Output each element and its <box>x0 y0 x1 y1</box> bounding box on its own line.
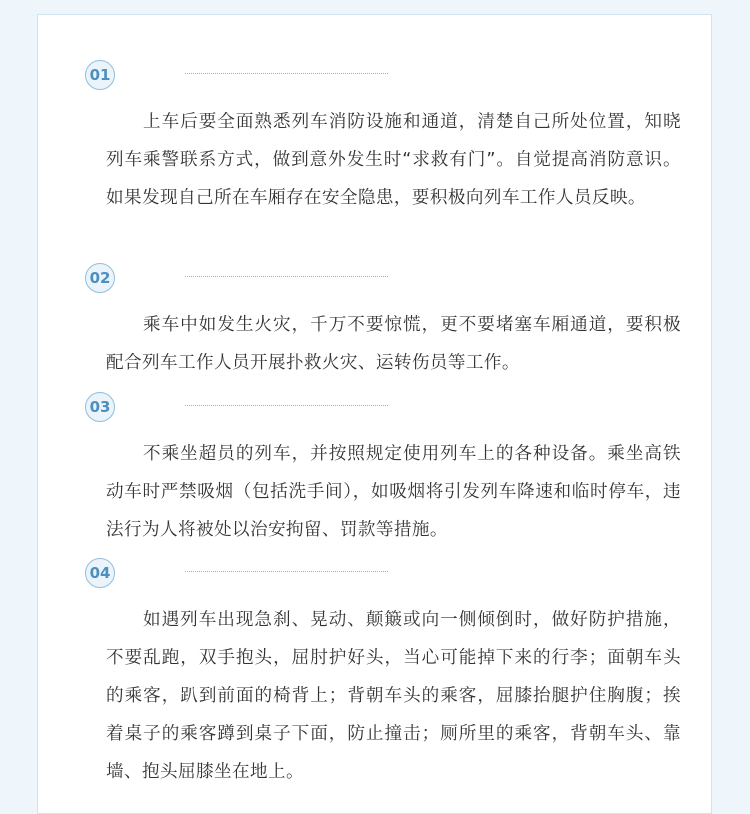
section-02 <box>38 263 713 373</box>
section-paragraph: 如遇列车出现急刹、晃动、颠簸或向一侧倾倒时，做好防护措施，不要乱跑，双手抱头，屈肘护好头，当心可能掉下来的行李；面朝车头的乘客，趴到前面的椅背上；背朝车头的乘客，屈膝抬腿护住胸腹；挨着桌子的乘客蹲到桌子下面，防止撞击；厕所里的乘客，背朝车头、靠墙、抱头屈膝坐在地上。 <box>106 610 681 782</box>
section-header <box>38 392 713 426</box>
section-header <box>38 263 713 297</box>
section-03 <box>38 392 713 540</box>
section-header <box>38 60 713 94</box>
section-04 <box>38 558 713 782</box>
section-paragraph: 不乘坐超员的列车，并按照规定使用列车上的各种设备。乘坐高铁动车时严禁吸烟（包括洗手间），如吸烟将引发列车降速和临时停车，违法行为人将被处以治安拘留、罚款等措施。 <box>106 444 681 540</box>
section-header <box>38 558 713 592</box>
dotted-divider <box>185 73 388 74</box>
section-01 <box>38 60 713 208</box>
content-card <box>37 14 712 814</box>
section-number-badge: 03 <box>85 392 115 422</box>
section-number-badge: 02 <box>85 263 115 293</box>
section-number-badge: 04 <box>85 558 115 588</box>
dotted-divider <box>185 276 388 277</box>
dotted-divider <box>185 571 388 572</box>
section-paragraph: 乘车中如发生火灾，千万不要惊慌，更不要堵塞车厢通道，要积极配合列车工作人员开展扑救火灾、运转伤员等工作。 <box>106 315 681 373</box>
section-paragraph: 上车后要全面熟悉列车消防设施和通道，清楚自己所处位置，知晓列车乘警联系方式，做到意外发生时“求救有门”。自觉提高消防意识。如果发现自己所在车厢存在安全隐患，要积极向列车工作人员反映。 <box>106 112 681 208</box>
dotted-divider <box>185 405 388 406</box>
section-number-badge: 01 <box>85 60 115 90</box>
